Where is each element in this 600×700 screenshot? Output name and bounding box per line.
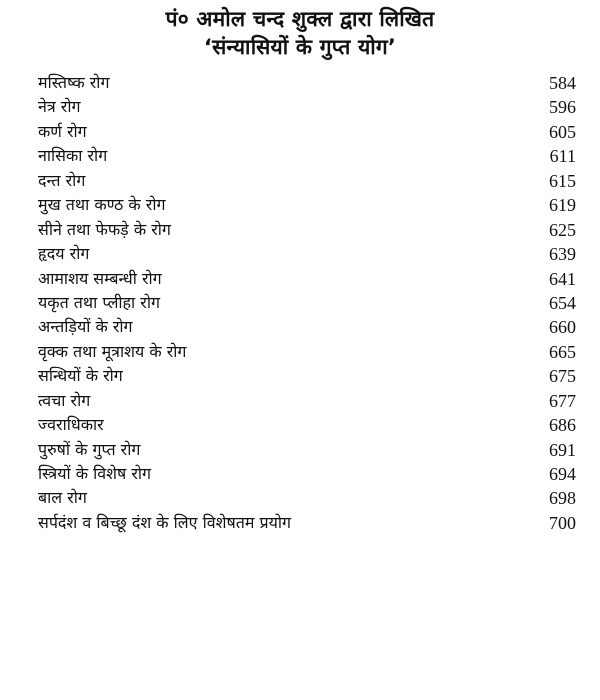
toc-entry-title: यकृत तथा प्लीहा रोग — [38, 292, 160, 312]
toc-entry — [38, 364, 578, 388]
toc-entry-page: 660 — [549, 317, 576, 338]
toc-entry-title: स्त्रियों के विशेष रोग — [38, 464, 152, 483]
toc-entry-page: 665 — [549, 341, 576, 362]
toc-entry-page: 625 — [549, 219, 576, 240]
table-of-contents — [38, 71, 578, 535]
toc-entry — [38, 389, 578, 413]
toc-entry — [38, 413, 578, 437]
toc-entry-title: वृक्क तथा मूत्राशय के रोग — [38, 341, 187, 361]
toc-entry-page: 611 — [549, 146, 576, 167]
toc-entry-page: 675 — [549, 366, 576, 387]
toc-entry — [38, 144, 578, 168]
toc-entry-title: मुख तथा कण्ठ के रोग — [38, 195, 166, 215]
toc-entry — [38, 462, 578, 486]
toc-entry-title: ज्वराधिकार — [38, 415, 104, 435]
toc-entry-page: 698 — [549, 488, 576, 509]
toc-entry-title: त्वचा रोग — [38, 390, 91, 410]
toc-entry-page: 584 — [549, 73, 576, 93]
toc-entry-title: दन्त रोग — [38, 170, 86, 190]
toc-entry — [38, 193, 578, 217]
toc-entry-page: 605 — [549, 121, 576, 142]
toc-entry — [38, 267, 578, 291]
toc-entry-title: अन्तड़ियों के रोग — [38, 317, 133, 337]
toc-entry — [38, 120, 578, 144]
toc-entry-page: 686 — [549, 415, 576, 436]
toc-entry-title: सर्पदंश व बिच्छू दंश के लिए विशेषतम प्रयोग — [38, 512, 292, 532]
toc-entry-page: 677 — [549, 390, 576, 411]
toc-entry-page: 654 — [549, 292, 576, 313]
toc-entry-page: 639 — [549, 244, 576, 265]
author-heading: पं० अमोल चन्द शुक्ल द्वारा लिखित — [165, 7, 435, 31]
toc-entry-page: 700 — [549, 512, 576, 533]
toc-entry-title: आमाशय सम्बन्धी रोग — [38, 268, 162, 288]
toc-entry-page: 691 — [549, 439, 576, 460]
toc-entry — [38, 315, 578, 339]
toc-entry-title: मस्तिष्क रोग — [38, 73, 110, 92]
toc-entry-page: 619 — [549, 195, 576, 216]
toc-entry-title: कर्ण रोग — [38, 121, 87, 141]
toc-entry-page: 615 — [549, 170, 576, 191]
toc-entry — [38, 242, 578, 266]
toc-entry-title: नेत्र रोग — [38, 97, 81, 117]
toc-entry — [38, 95, 578, 119]
toc-entry — [38, 486, 578, 510]
toc-entry — [38, 71, 578, 95]
toc-entry-page: 596 — [549, 97, 576, 118]
toc-entry-page: 694 — [549, 464, 576, 484]
toc-entry — [38, 291, 578, 315]
toc-entry-title: नासिका रोग — [38, 146, 108, 166]
toc-entry-title: सन्धियों के रोग — [38, 366, 123, 386]
toc-entry-page: 641 — [549, 268, 576, 289]
toc-entry — [38, 340, 578, 364]
toc-entry-title: सीने तथा फेफड़े के रोग — [38, 219, 171, 239]
toc-entry — [38, 511, 578, 535]
toc-entry-title: हृदय रोग — [38, 244, 90, 264]
toc-entry — [38, 438, 578, 462]
toc-entry — [38, 218, 578, 242]
toc-entry-title: बाल रोग — [38, 488, 87, 508]
toc-entry-title: पुरुषों के गुप्त रोग — [38, 439, 141, 459]
toc-entry — [38, 169, 578, 193]
book-title: ‘संन्यासियों के गुप्त योग’ — [203, 35, 397, 59]
